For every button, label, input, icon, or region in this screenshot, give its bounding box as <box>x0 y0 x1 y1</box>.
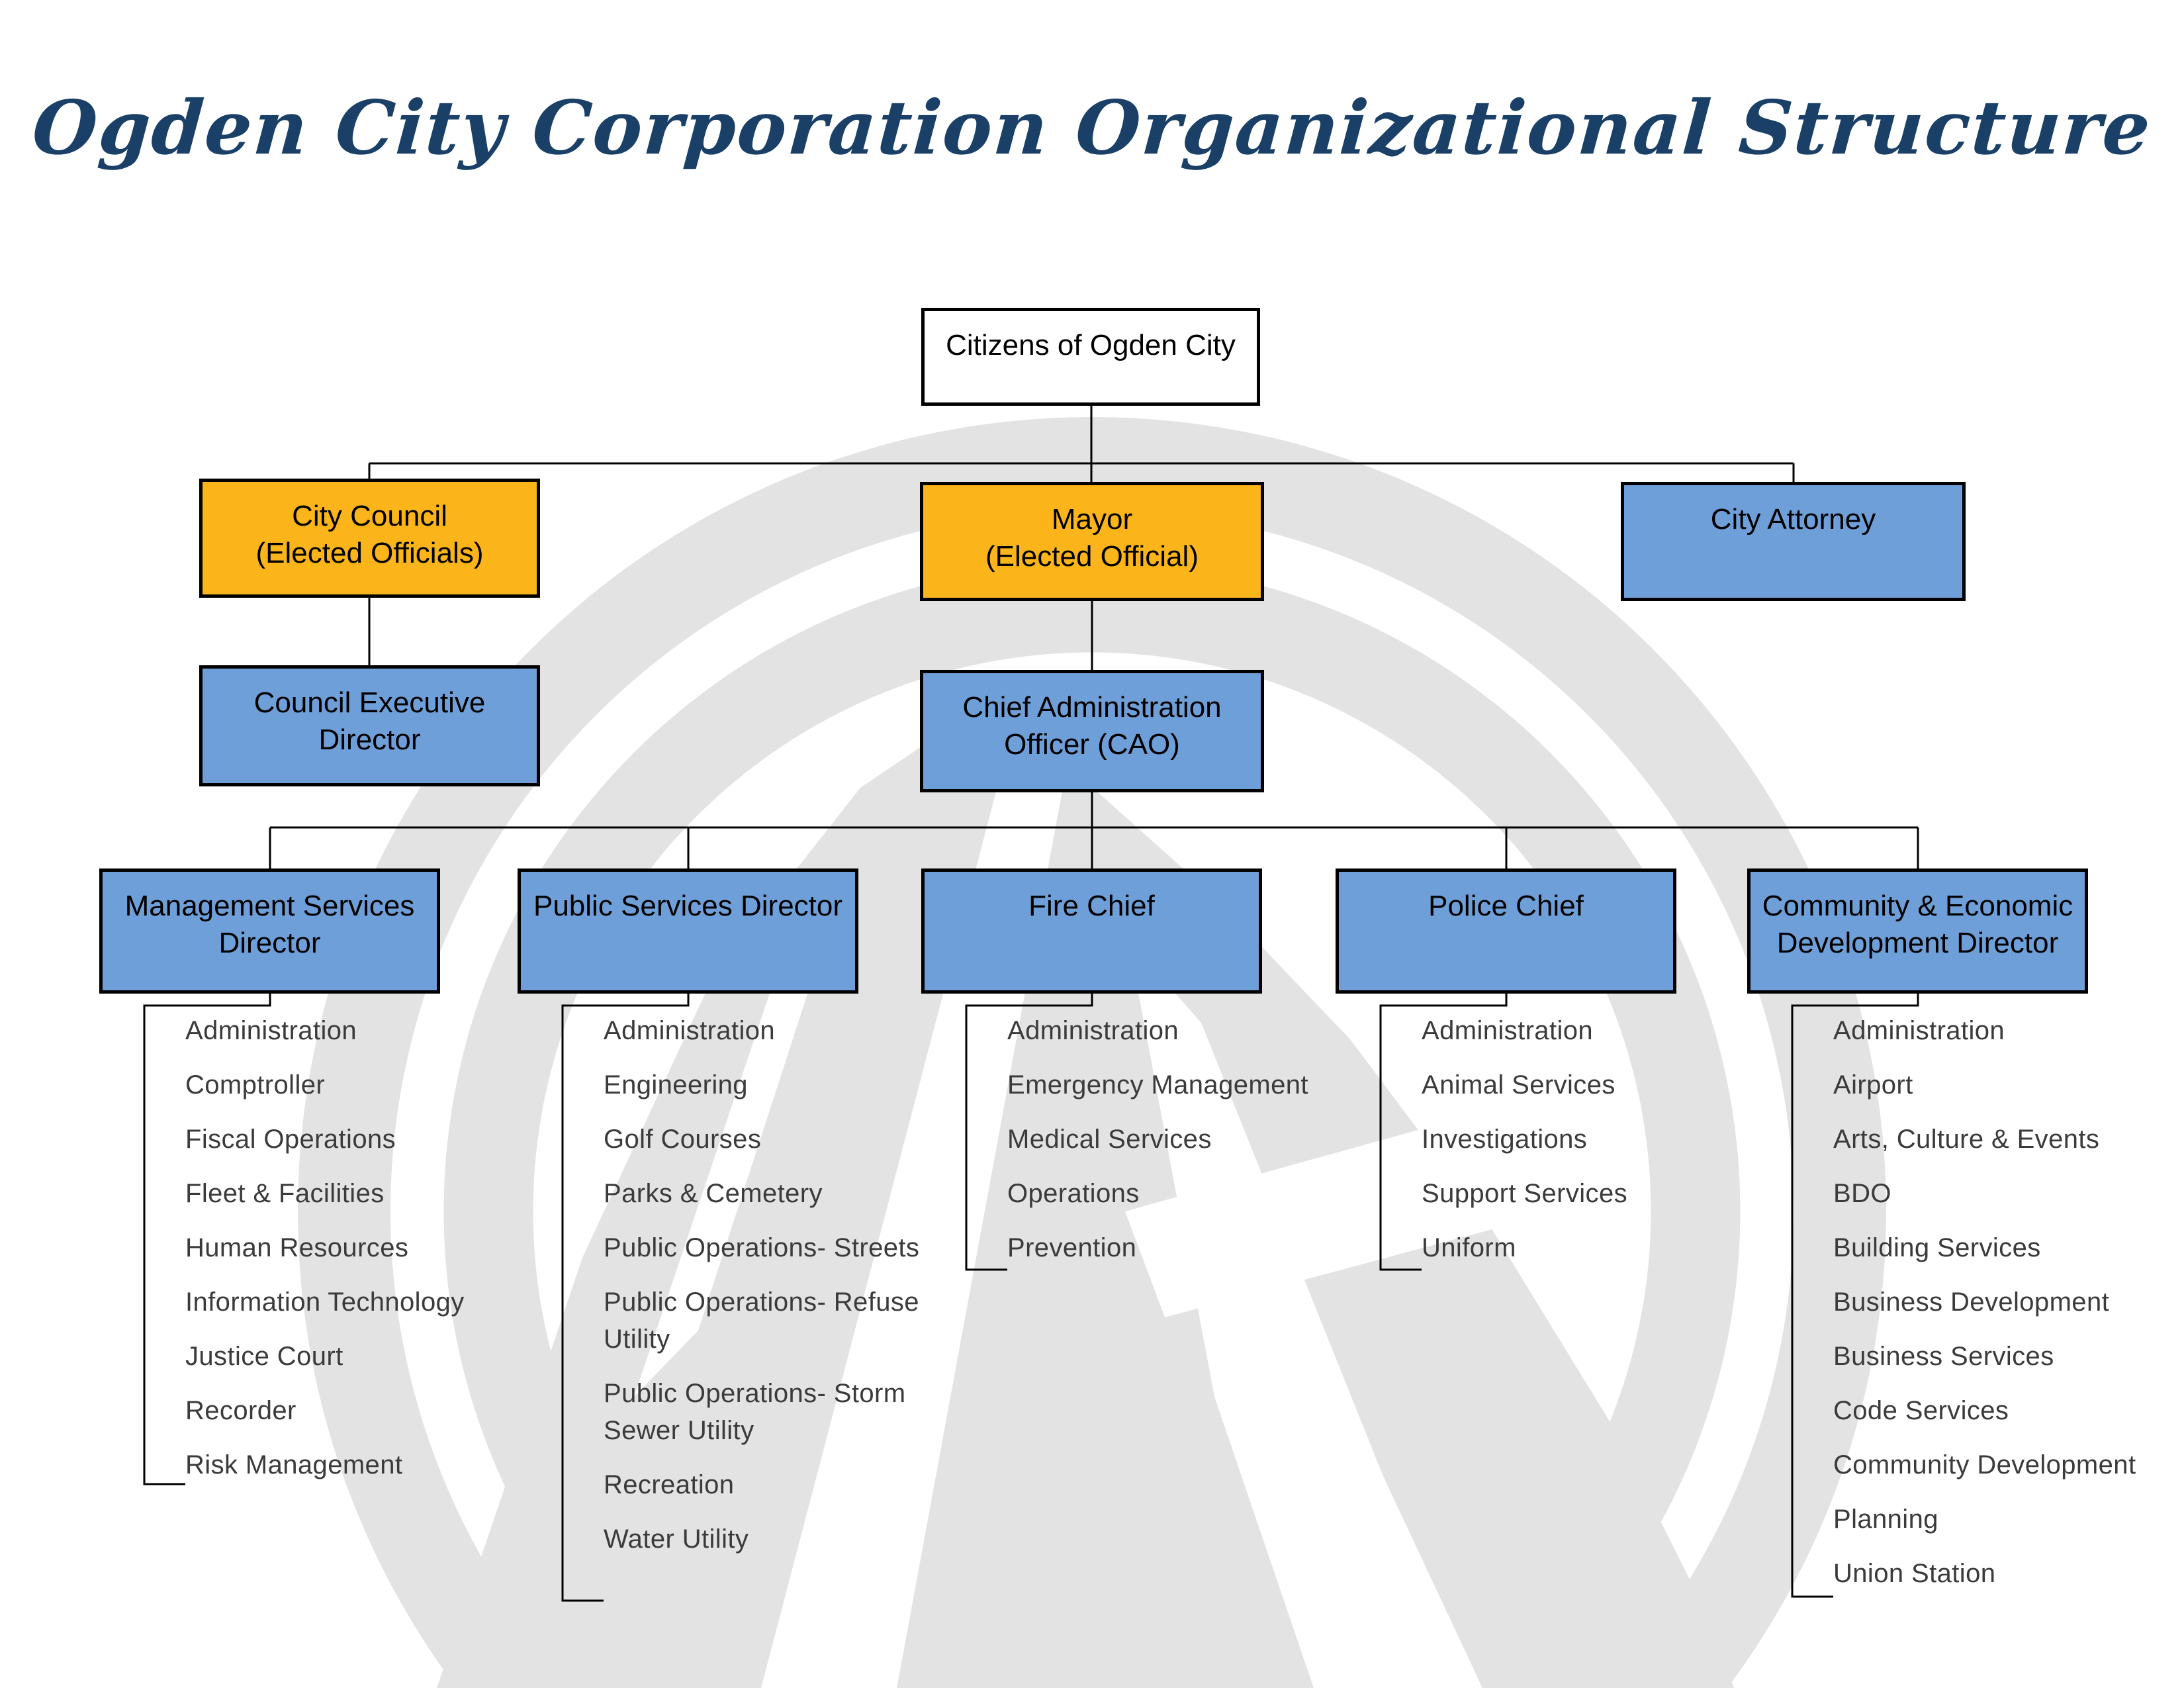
list-item: Prevention <box>1007 1233 1137 1262</box>
list-item: Engineering <box>604 1070 748 1100</box>
list-item: Risk Management <box>185 1450 403 1479</box>
department-label-police: Police Chief <box>1428 890 1584 922</box>
department-box-management-services <box>99 868 440 994</box>
list-item: Business Services <box>1833 1342 2054 1371</box>
council-executive-label: Council Executive <box>253 686 486 719</box>
list-item: Human Resources <box>185 1233 409 1262</box>
department-label-management-services: Management Services <box>124 890 415 922</box>
city-attorney-label: City Attorney <box>1710 503 1876 536</box>
citizens-label: Citizens of Ogden City <box>946 329 1236 361</box>
list-item: Golf Courses <box>604 1125 762 1154</box>
list-item: Information Technology <box>185 1288 465 1317</box>
list-item: Union Station <box>1833 1559 1996 1588</box>
citizens-box <box>921 308 1260 406</box>
mayor-label: Mayor <box>1051 503 1133 536</box>
city-council-label: City Council <box>292 500 447 532</box>
department-label-fire: Fire Chief <box>1028 890 1155 922</box>
department-list-management-services <box>185 1012 516 1501</box>
list-item: Water Utility <box>604 1524 749 1554</box>
page-title: Ogden City Corporation Organizational Structure <box>29 85 2155 171</box>
department-list-public-services <box>604 1012 934 1575</box>
list-item: Public Operations- Streets <box>604 1233 920 1262</box>
department-label-community-economic: Community & Economic <box>1762 890 2073 922</box>
list-item: Building Services <box>1833 1233 2041 1262</box>
list-item: Planning <box>1833 1505 1938 1534</box>
department-box-police <box>1336 868 1676 994</box>
city-attorney-box <box>1621 482 1966 601</box>
list-item: Administration <box>604 1016 776 1045</box>
list-item: Medical Services <box>1007 1125 1212 1154</box>
department-list-fire <box>1007 1012 1338 1284</box>
city-council-sublabel: (Elected Officials) <box>255 537 484 569</box>
list-item: Justice Court <box>185 1342 343 1371</box>
list-item: Administration <box>1422 1016 1594 1045</box>
cao-label: Chief Administration <box>962 691 1222 724</box>
department-label-management-services: Director <box>218 927 321 959</box>
list-item: Fiscal Operations <box>185 1125 396 1154</box>
council-executive-director-box <box>199 665 540 786</box>
list-item: BDO <box>1833 1179 1891 1208</box>
list-item: Administration <box>1007 1016 1179 1045</box>
cao-sublabel: Officer (CAO) <box>1004 728 1180 761</box>
list-item: Operations <box>1007 1179 1140 1208</box>
list-item: Public Operations- Storm Sewer Utility <box>604 1379 906 1445</box>
list-item: Business Development <box>1833 1288 2110 1317</box>
department-label-public-services: Public Services Director <box>533 890 843 922</box>
list-item: Code Services <box>1833 1396 2009 1425</box>
mayor-box <box>920 482 1264 601</box>
list-item: Community Development <box>1833 1450 2136 1479</box>
department-box-community-economic <box>1747 868 2088 994</box>
list-item: Uniform <box>1422 1233 1516 1262</box>
council-executive-sublabel: Director <box>318 724 421 756</box>
list-item: Investigations <box>1422 1125 1588 1154</box>
list-item: Support Services <box>1422 1179 1627 1208</box>
department-label-community-economic: Development Director <box>1776 927 2059 959</box>
list-item: Recreation <box>604 1470 735 1499</box>
list-item: Arts, Culture & Events <box>1833 1125 2100 1154</box>
list-item: Administration <box>1833 1016 2005 1045</box>
department-list-police <box>1422 1012 1752 1284</box>
list-item: Recorder <box>185 1396 296 1425</box>
list-item: Animal Services <box>1422 1070 1615 1100</box>
department-box-fire <box>921 868 1262 994</box>
department-box-public-services <box>518 868 858 994</box>
list-item: Comptroller <box>185 1070 326 1100</box>
cao-box <box>920 670 1264 792</box>
city-council-box <box>199 479 540 598</box>
list-item: Administration <box>185 1016 357 1045</box>
list-item: Parks & Cemetery <box>604 1179 823 1208</box>
list-item: Emergency Management <box>1007 1070 1308 1100</box>
list-item: Airport <box>1833 1070 1913 1100</box>
list-item: Fleet & Facilities <box>185 1179 385 1208</box>
mayor-sublabel: (Elected Official) <box>985 540 1199 573</box>
department-list-community-economic <box>1833 1012 2164 1609</box>
list-item: Public Operations- Refuse Utility <box>604 1288 919 1354</box>
